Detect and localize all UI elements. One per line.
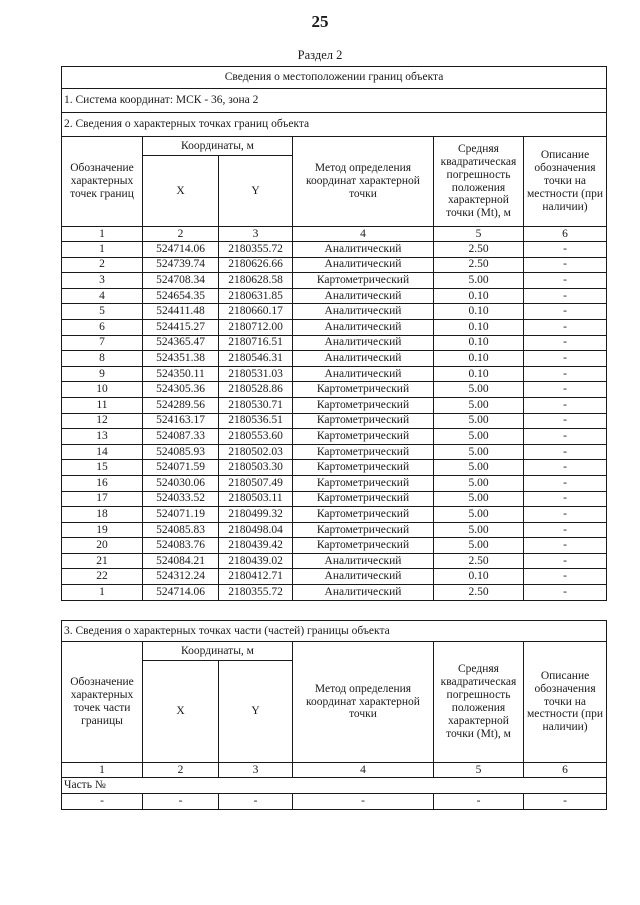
table-cell: -	[524, 319, 607, 335]
header-y: Y	[219, 661, 293, 763]
table-cell: 0.10	[434, 304, 524, 320]
table-cell: 524411.48	[143, 304, 219, 320]
header-designation: Обозначение характерных точек границ	[62, 137, 143, 227]
header-x: X	[143, 661, 219, 763]
table-cell: 524739.74	[143, 257, 219, 273]
table-cell: 2180503.11	[219, 491, 293, 507]
table-cell: Картометрический	[293, 413, 434, 429]
section-label: Раздел 2	[297, 48, 343, 62]
header-x: X	[143, 156, 219, 227]
table-row	[62, 335, 607, 351]
table-row	[62, 304, 607, 320]
table-cell: 5.00	[434, 429, 524, 445]
table-cell: -	[524, 569, 607, 585]
table-row	[62, 475, 607, 491]
table-cell: 2.50	[434, 553, 524, 569]
header-description: Описание обозначения точки на местности (при наличии)	[524, 137, 607, 227]
table-cell: 14	[62, 444, 143, 460]
table-cell: Аналитический	[293, 351, 434, 367]
table-cell: Аналитический	[293, 304, 434, 320]
table-row	[62, 538, 607, 554]
table-cell: 0.10	[434, 335, 524, 351]
table-cell: 524351.38	[143, 351, 219, 367]
table-cell: 0.10	[434, 288, 524, 304]
table-cell: 524083.76	[143, 538, 219, 554]
table-cell: 524085.93	[143, 444, 219, 460]
table-cell: 9	[62, 366, 143, 382]
table-cell: 5.00	[434, 475, 524, 491]
table-cell: 17	[62, 491, 143, 507]
table-cell: 2.50	[434, 585, 524, 601]
table-cell: 2180355.72	[219, 585, 293, 601]
table-cell: -	[524, 444, 607, 460]
part-points-table	[61, 620, 607, 810]
table-cell: 5.00	[434, 382, 524, 398]
column-number: 2	[143, 763, 219, 778]
table-cell: 2180553.60	[219, 429, 293, 445]
table-cell: 5.00	[434, 413, 524, 429]
boundary-points-table	[61, 66, 607, 601]
column-number: 3	[219, 227, 293, 242]
table-cell: 7	[62, 335, 143, 351]
table-row	[62, 366, 607, 382]
table-cell: 0.10	[434, 366, 524, 382]
table-cell: 524714.06	[143, 585, 219, 601]
header-designation: Обозначение характерных точек части границы	[62, 642, 143, 763]
table-cell: -	[524, 460, 607, 476]
table-cell: Картометрический	[293, 273, 434, 289]
table-cell: -	[524, 794, 607, 810]
table-cell: 2180507.49	[219, 475, 293, 491]
table-cell: -	[524, 585, 607, 601]
table-cell: Картометрический	[293, 507, 434, 523]
column-number: 6	[524, 763, 607, 778]
table-cell: Картометрический	[293, 429, 434, 445]
table-cell: -	[62, 794, 143, 810]
table-cell: 0.10	[434, 319, 524, 335]
header-error: Средняя квадратическая погрешность положения характерной точки (Mt), м	[434, 137, 524, 227]
table-cell: 0.10	[434, 351, 524, 367]
table-cell: -	[219, 794, 293, 810]
table-cell: Аналитический	[293, 335, 434, 351]
table-cell: 2.50	[434, 257, 524, 273]
table-cell: 18	[62, 507, 143, 523]
table-cell: 524714.06	[143, 242, 219, 258]
table-row	[62, 553, 607, 569]
table-cell: 524708.34	[143, 273, 219, 289]
table-cell: 524305.36	[143, 382, 219, 398]
table-cell: 22	[62, 569, 143, 585]
table-cell: -	[293, 794, 434, 810]
table-cell: 2180546.31	[219, 351, 293, 367]
table-cell: 5.00	[434, 460, 524, 476]
table-row	[62, 429, 607, 445]
table-cell: -	[524, 475, 607, 491]
table-cell: -	[524, 382, 607, 398]
table-cell: 13	[62, 429, 143, 445]
table-cell: Аналитический	[293, 288, 434, 304]
table-cell: -	[524, 413, 607, 429]
header-y: Y	[219, 156, 293, 227]
header-coordinates: Координаты, м	[143, 137, 293, 156]
table-cell: 6	[62, 319, 143, 335]
table-row	[62, 413, 607, 429]
table-cell: -	[524, 507, 607, 523]
table-row	[62, 257, 607, 273]
table-cell: 2180502.03	[219, 444, 293, 460]
table-cell: Картометрический	[293, 491, 434, 507]
table-cell: 2180716.51	[219, 335, 293, 351]
column-number: 5	[434, 227, 524, 242]
column-number: 5	[434, 763, 524, 778]
table-cell: -	[143, 794, 219, 810]
column-number: 4	[293, 227, 434, 242]
table-row	[62, 319, 607, 335]
header-error: Средняя квадратическая погрешность положения характерной точки (Mt), м	[434, 642, 524, 763]
table-cell: 5.00	[434, 507, 524, 523]
table-cell: 2180631.85	[219, 288, 293, 304]
table-cell: Аналитический	[293, 319, 434, 335]
column-number: 2	[143, 227, 219, 242]
table-cell: 2180531.03	[219, 366, 293, 382]
table-row	[62, 397, 607, 413]
table-cell: -	[524, 288, 607, 304]
table-cell: Аналитический	[293, 585, 434, 601]
table-cell: Картометрический	[293, 460, 434, 476]
table-cell: Аналитический	[293, 366, 434, 382]
table-cell: 524085.83	[143, 522, 219, 538]
table-cell: 524312.24	[143, 569, 219, 585]
table-cell: Картометрический	[293, 444, 434, 460]
table-cell: Картометрический	[293, 538, 434, 554]
table-cell: 11	[62, 397, 143, 413]
table-cell: -	[524, 429, 607, 445]
table-cell: 5.00	[434, 444, 524, 460]
table-cell: Картометрический	[293, 382, 434, 398]
table-cell: 2180503.30	[219, 460, 293, 476]
table-row	[62, 382, 607, 398]
column-number: 1	[62, 227, 143, 242]
table-cell: 524030.06	[143, 475, 219, 491]
table-row	[62, 273, 607, 289]
header-description: Описание обозначения точки на местности (при наличии)	[524, 642, 607, 763]
table-cell: Аналитический	[293, 257, 434, 273]
table-cell: 5.00	[434, 397, 524, 413]
table-cell: 2180628.58	[219, 273, 293, 289]
table-cell: 5	[62, 304, 143, 320]
table-cell: 0.10	[434, 569, 524, 585]
table-cell: 2180660.17	[219, 304, 293, 320]
table-cell: -	[524, 538, 607, 554]
table-cell: -	[434, 794, 524, 810]
table-row	[62, 507, 607, 523]
table-cell: 2180712.00	[219, 319, 293, 335]
table-row	[62, 585, 607, 601]
table-cell: 524033.52	[143, 491, 219, 507]
table-cell: 2180536.51	[219, 413, 293, 429]
table-cell: 524084.21	[143, 553, 219, 569]
table-cell: 5.00	[434, 538, 524, 554]
table-cell: 524071.19	[143, 507, 219, 523]
table-cell: 2180498.04	[219, 522, 293, 538]
table-cell: 524350.11	[143, 366, 219, 382]
table-cell: 524289.56	[143, 397, 219, 413]
table-cell: 2	[62, 257, 143, 273]
table-title: Сведения о местоположении границ объекта	[62, 67, 607, 89]
page-number: 25	[311, 12, 329, 31]
table-cell: 524163.17	[143, 413, 219, 429]
table-cell: 3	[62, 273, 143, 289]
table-row	[62, 491, 607, 507]
table-row	[62, 351, 607, 367]
table-cell: Аналитический	[293, 569, 434, 585]
table-cell: 2.50	[434, 242, 524, 258]
header-method: Метод определения координат характерной точки	[293, 137, 434, 227]
table-cell: -	[524, 522, 607, 538]
table-cell: -	[524, 257, 607, 273]
table-cell: 524071.59	[143, 460, 219, 476]
table-cell: Картометрический	[293, 522, 434, 538]
table-cell: -	[524, 366, 607, 382]
table-cell: 2180626.66	[219, 257, 293, 273]
table-cell: 21	[62, 553, 143, 569]
table-cell: 10	[62, 382, 143, 398]
table-cell: 1	[62, 242, 143, 258]
table-cell: 12	[62, 413, 143, 429]
table-cell: Аналитический	[293, 553, 434, 569]
table-cell: -	[524, 273, 607, 289]
column-number: 4	[293, 763, 434, 778]
table-cell: 5.00	[434, 522, 524, 538]
table-cell: 524654.35	[143, 288, 219, 304]
table-cell: 524365.47	[143, 335, 219, 351]
table-cell: 1	[62, 585, 143, 601]
table-cell: -	[524, 491, 607, 507]
table-cell: Картометрический	[293, 475, 434, 491]
table-cell: 2180439.02	[219, 553, 293, 569]
table-row	[62, 522, 607, 538]
header-coordinates: Координаты, м	[143, 642, 293, 661]
table-cell: 2180530.71	[219, 397, 293, 413]
coordinate-system: 1. Система координат: МСК - 36, зона 2	[62, 89, 607, 113]
table-cell: 2180439.42	[219, 538, 293, 554]
table-cell: 16	[62, 475, 143, 491]
table-cell: 4	[62, 288, 143, 304]
part-label: Часть №	[62, 778, 607, 794]
table-cell: 2180499.32	[219, 507, 293, 523]
table-cell: 19	[62, 522, 143, 538]
table-cell: 2180355.72	[219, 242, 293, 258]
table-cell: 5.00	[434, 273, 524, 289]
table-cell: -	[524, 304, 607, 320]
table-cell: 20	[62, 538, 143, 554]
points-heading: 2. Сведения о характерных точках границ объекта	[62, 113, 607, 137]
table-row	[62, 444, 607, 460]
table-cell: -	[524, 335, 607, 351]
table-row	[62, 569, 607, 585]
table-cell: Аналитический	[293, 242, 434, 258]
table-cell: 5.00	[434, 491, 524, 507]
table-cell: 524087.33	[143, 429, 219, 445]
table-cell: 524415.27	[143, 319, 219, 335]
table-cell: -	[524, 351, 607, 367]
column-number: 1	[62, 763, 143, 778]
column-number: 3	[219, 763, 293, 778]
part-points-heading: 3. Сведения о характерных точках части (частей) границы объекта	[62, 621, 607, 642]
table-cell: -	[524, 397, 607, 413]
table-row	[62, 460, 607, 476]
table-row	[62, 242, 607, 258]
table-cell: 2180528.86	[219, 382, 293, 398]
table-cell: -	[524, 553, 607, 569]
table-row	[62, 288, 607, 304]
table-cell: -	[524, 242, 607, 258]
table-cell: 15	[62, 460, 143, 476]
table-cell: 2180412.71	[219, 569, 293, 585]
table-cell: 8	[62, 351, 143, 367]
column-number: 6	[524, 227, 607, 242]
header-method: Метод определения координат характерной точки	[293, 642, 434, 763]
table-cell: Картометрический	[293, 397, 434, 413]
